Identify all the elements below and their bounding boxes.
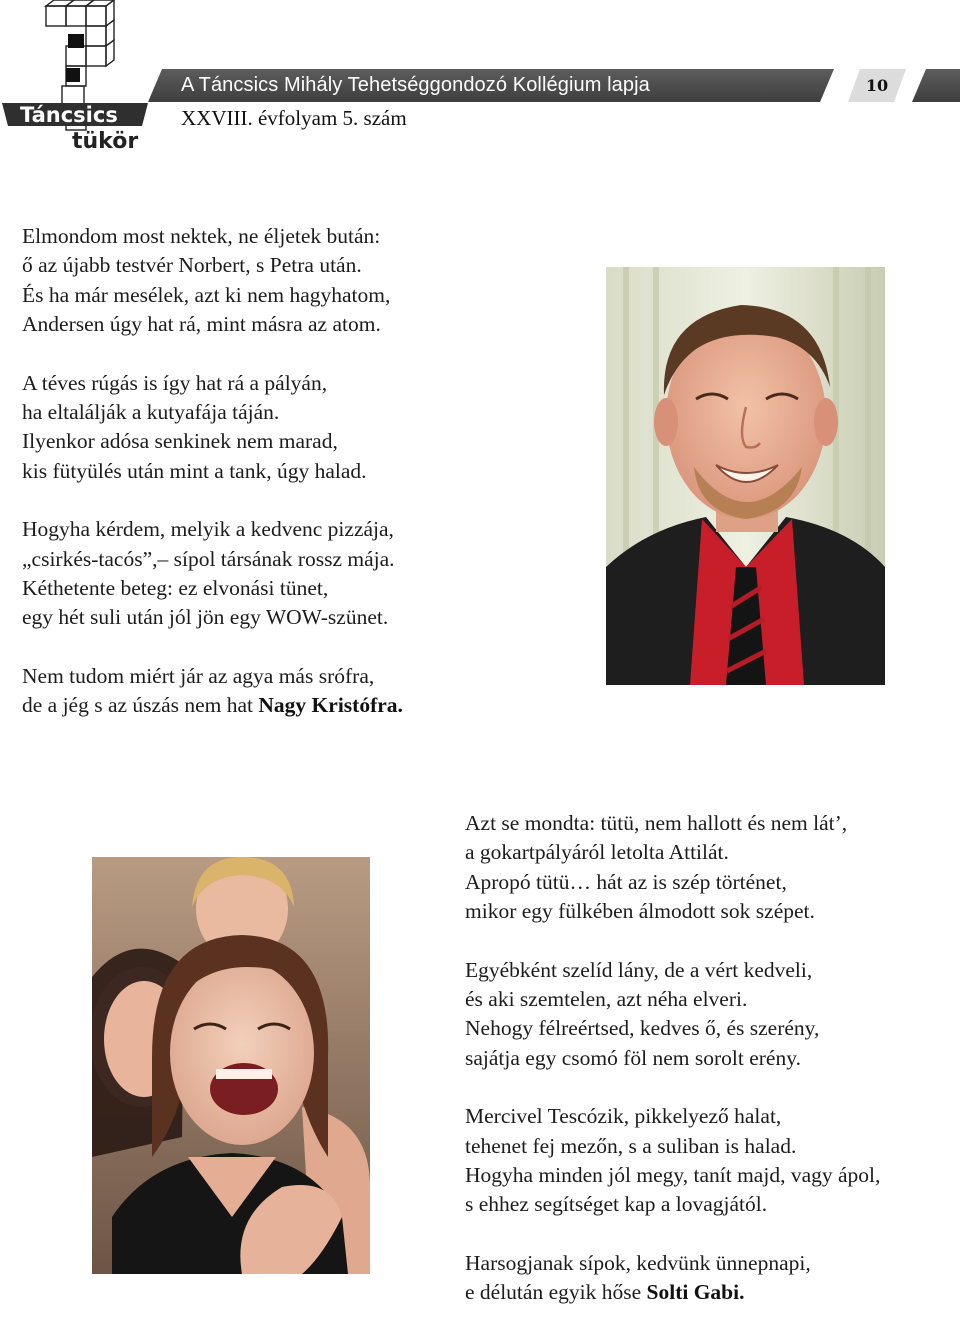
- poem-line: a gokartpályáról letolta Attilát.: [465, 840, 729, 865]
- poem-line: s ehhez segítséget kap a lovagjától.: [465, 1192, 768, 1217]
- logo-word-2: tükör: [72, 129, 139, 150]
- poem-line: sajátja egy csomó föl nem sorolt erény.: [465, 1045, 801, 1070]
- poem-stanza: [465, 1249, 955, 1308]
- logo-word-1: Táncsics: [20, 103, 118, 127]
- poem-nagy-kristof: [22, 222, 582, 750]
- poem-line: Azt se mondta: tütü, nem hallott és nem lát’,: [465, 811, 848, 835]
- poem-line: Apropó tütü… hát az is szép történet,: [465, 869, 787, 894]
- poem-line: Egyébként szelíd lány, de a vért kedveli,: [465, 957, 813, 982]
- poem-line: „csirkés-tacós”,– sípol társának rossz mája.: [22, 546, 395, 571]
- poem-line: [465, 1278, 955, 1307]
- poem-line: tehenet fej mezőn, s a suliban is halad.: [465, 1133, 797, 1158]
- poem-stanza: [465, 809, 955, 927]
- poem-stanza: [22, 515, 582, 633]
- poem-line: Ilyenkor adósa senkinek nem marad,: [22, 429, 338, 454]
- page-title: A Táncsics Mihály Tehetséggondozó Kollégium lapja: [181, 74, 650, 96]
- poem-line: mikor egy fülkében álmodott sok szépet.: [465, 899, 815, 924]
- page-number: 10: [865, 76, 889, 95]
- poem-line: Elmondom most nektek, ne éljetek bután:: [22, 224, 381, 248]
- poem-line-prefix: de a jég s az úszás nem hat: [22, 693, 259, 718]
- poem-stanza: [22, 369, 582, 487]
- poem-line: És ha már mesélek, azt ki nem hagyhatom,: [22, 282, 391, 307]
- poem-line: egy hét suli után jól jön egy WOW-szünet.: [22, 605, 389, 630]
- poem-line: Nem tudom miért jár az agya más srófra,: [22, 663, 375, 688]
- poem-line-prefix: e délután egyik hőse: [465, 1280, 647, 1305]
- poem-line: Harsogjanak sípok, kedvünk ünnepnapi,: [465, 1250, 811, 1275]
- poem-line: [22, 691, 582, 720]
- issue-label: XXVIII. évfolyam 5. szám: [181, 106, 407, 130]
- poem-line: ő az újabb testvér Norbert, s Petra után.: [22, 253, 362, 278]
- honoree-name: Nagy Kristófra.: [258, 693, 403, 718]
- poem-stanza: [22, 662, 582, 721]
- poem-stanza: [465, 1102, 955, 1220]
- photo-laughing-girl: [92, 857, 370, 1274]
- photo-young-man: [606, 267, 885, 685]
- poem-line: Mercivel Tescózik, pikkelyező halat,: [465, 1104, 782, 1129]
- header-corner-band: [912, 69, 960, 102]
- poem-line: Hogyha kérdem, melyik a kedvenc pizzája,: [22, 517, 394, 542]
- poem-stanza: [22, 222, 582, 340]
- poem-line: Nehogy félreértsed, kedves ő, és szerény,: [465, 1016, 820, 1041]
- poem-line: A téves rúgás is így hat rá a pályán,: [22, 370, 328, 395]
- poem-line: Hogyha minden jól megy, tanít majd, vagy ápol,: [465, 1163, 881, 1188]
- poem-line: kis fütyülés után mint a tank, úgy halad.: [22, 458, 367, 483]
- poem-line: Kéthetente beteg: ez elvonási tünet,: [22, 576, 329, 601]
- magazine-logo: [2, 0, 148, 150]
- poem-line: és aki szemtelen, azt néha elveri.: [465, 987, 748, 1012]
- cube-question-mark-logo-icon: [2, 0, 148, 150]
- honoree-name: Solti Gabi.: [646, 1280, 745, 1305]
- poem-stanza: [465, 956, 955, 1074]
- poem-solti-gabi: [465, 809, 955, 1337]
- poem-line: Andersen úgy hat rá, mint másra az atom.: [22, 312, 381, 337]
- poem-line: ha eltalálják a kutyafája táján.: [22, 400, 280, 425]
